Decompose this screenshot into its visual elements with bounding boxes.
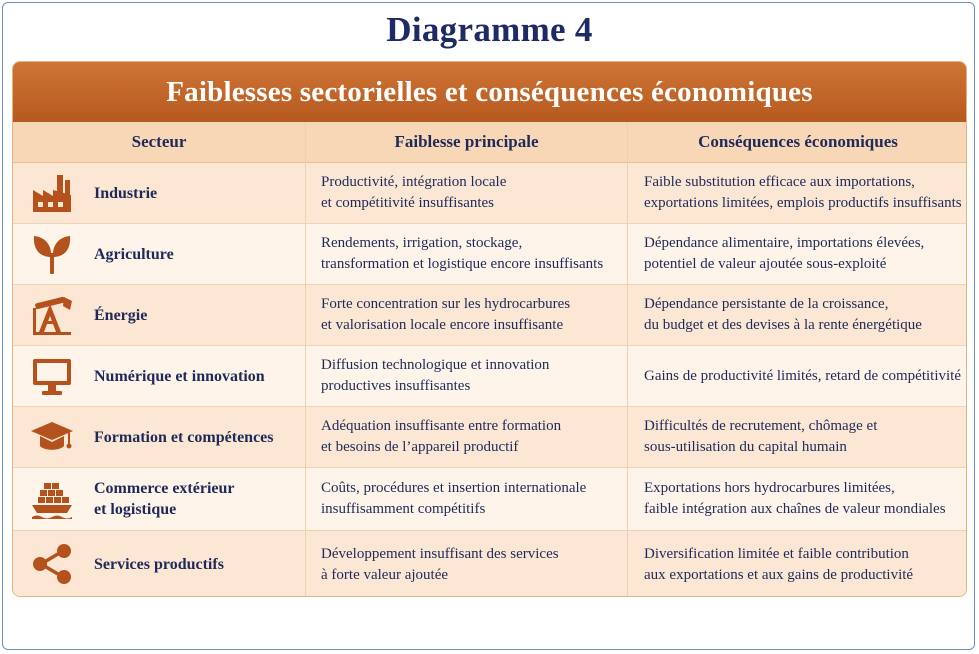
table-heading: Faiblesses sectorielles et conséquences économiques bbox=[13, 62, 966, 122]
sector-label: Énergie bbox=[94, 306, 148, 324]
cargo-ship-icon bbox=[30, 478, 74, 520]
sector-label: Agriculture bbox=[94, 245, 174, 263]
table-row bbox=[13, 407, 966, 468]
weakness-cell: Forte concentration sur les hydrocarbures et valorisation locale encore insuffisante bbox=[321, 296, 571, 333]
table-row bbox=[13, 163, 966, 224]
oil-pump-icon bbox=[30, 294, 74, 336]
weakness-cell: Rendements, irrigation, stockage, transformation et logistique encore insuffisants bbox=[321, 235, 604, 272]
table-row bbox=[13, 285, 966, 346]
weakness-cell: Coûts, procédures et insertion internationale insuffisamment compétitifs bbox=[321, 480, 587, 517]
consequence-cell: Difficultés de recrutement, chômage et sous-utilisation du capital humain bbox=[644, 418, 878, 455]
weakness-cell: Productivité, intégration locale et compétitivité insuffisantes bbox=[321, 174, 507, 211]
consequence-cell: Exportations hors hydrocarbures limitées, faible intégration aux chaînes de valeur mondiales bbox=[644, 480, 946, 517]
table-card bbox=[12, 61, 967, 597]
table-header bbox=[13, 122, 966, 163]
sector-label: Numérique et innovation bbox=[94, 367, 265, 385]
table-row bbox=[13, 531, 966, 597]
sector-label: Commerce extérieur et logistique bbox=[94, 480, 235, 518]
consequence-cell: Diversification limitée et faible contribution aux exportations et aux gains de productivité bbox=[644, 545, 914, 583]
weakness-cell: Développement insuffisant des services à forte valeur ajoutée bbox=[321, 545, 559, 583]
table-row bbox=[13, 224, 966, 285]
weakness-cell: Diffusion technologique et innovation productives insuffisantes bbox=[321, 357, 550, 394]
column-divider bbox=[305, 122, 306, 597]
factory-icon bbox=[30, 172, 74, 214]
sector-label: Formation et compétences bbox=[94, 428, 274, 446]
consequence-cell: Faible substitution efficace aux importations, exportations limitées, emplois productifs insuffisants bbox=[644, 174, 962, 211]
table-row bbox=[13, 346, 966, 407]
share-network-icon bbox=[30, 543, 74, 585]
column-header-weakness: Faiblesse principale bbox=[394, 132, 539, 151]
column-header-sector: Secteur bbox=[131, 132, 187, 151]
consequence-cell: Gains de productivité limités, retard de compétitivité bbox=[644, 367, 961, 384]
column-header-consequences: Conséquences économiques bbox=[698, 132, 898, 151]
sector-label: Services productifs bbox=[94, 556, 224, 573]
page-title: Diagramme 4 bbox=[386, 10, 593, 49]
sector-label: Industrie bbox=[94, 184, 158, 202]
monitor-icon bbox=[30, 355, 74, 397]
column-divider bbox=[627, 122, 628, 597]
consequence-cell: Dépendance persistante de la croissance, du budget et des devises à la rente énergétique bbox=[644, 296, 922, 333]
weakness-cell: Adéquation insuffisante entre formation et besoins de l’appareil productif bbox=[321, 418, 562, 455]
table-row bbox=[13, 468, 966, 531]
sprout-icon bbox=[30, 233, 74, 275]
graduation-cap-icon bbox=[30, 416, 74, 458]
consequence-cell: Dépendance alimentaire, importations élevées, potentiel de valeur ajoutée sous-exploité bbox=[644, 235, 925, 272]
